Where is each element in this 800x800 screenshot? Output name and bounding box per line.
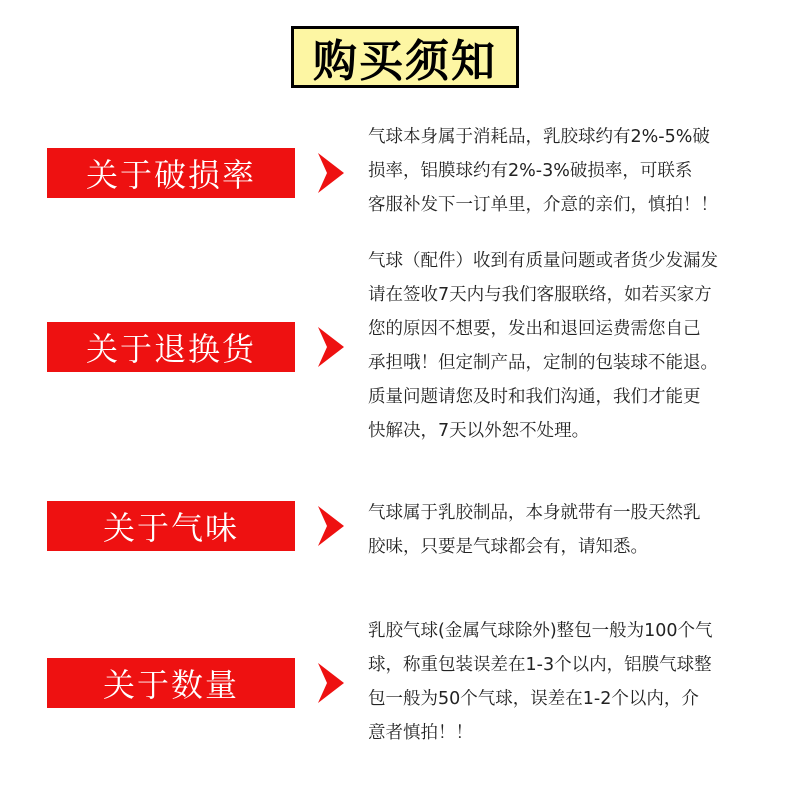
text-line: 乳胶气球(金属气球除外)整包一般为100个气: [368, 621, 713, 641]
section-label-breakage: 关于破损率: [47, 148, 295, 198]
section-text-smell: [368, 496, 768, 564]
text-line: 气球（配件）收到有质量问题或者货少发漏发: [368, 251, 718, 271]
text-line: 气球属于乳胶制品，本身就带有一股天然乳: [368, 503, 701, 523]
text-line: 损率，铝膜球约有2%-3%破损率，可联系: [368, 161, 693, 181]
section-label-returns: 关于退换货: [47, 322, 295, 372]
section-label-quantity: 关于数量: [47, 658, 295, 708]
section-label-smell: 关于气味: [47, 501, 295, 551]
text-line: 请在签收7天内与我们客服联络，如若买家方: [368, 285, 712, 305]
text-line: 气球本身属于消耗品，乳胶球约有2%-5%破: [368, 127, 710, 147]
text-line: 您的原因不想要，发出和退回运费需您自己: [368, 319, 701, 339]
text-line: 包一般为50个气球，误差在1-2个以内，介: [368, 689, 699, 709]
text-line: 快解决，7天以外恕不处理。: [368, 421, 590, 441]
section-text-breakage: [368, 120, 768, 222]
chevron-right-icon: [318, 663, 344, 703]
text-line: 质量问题请您及时和我们沟通，我们才能更: [368, 387, 701, 407]
section-text-quantity: [368, 614, 768, 750]
text-line: 球，称重包装误差在1-3个以内，铝膜气球整: [368, 655, 712, 675]
section-text-returns: [368, 244, 768, 448]
text-line: 意者慎拍！！: [368, 723, 473, 743]
chevron-right-icon: [318, 327, 344, 367]
text-line: 客服补发下一订单里，介意的亲们，慎拍！！: [368, 195, 718, 215]
chevron-right-icon: [318, 153, 344, 193]
text-line: 承担哦！但定制产品，定制的包装球不能退。: [368, 353, 718, 373]
chevron-right-icon: [318, 506, 344, 546]
page-title: 购买须知: [291, 26, 519, 88]
text-line: 胶味，只要是气球都会有，请知悉。: [368, 537, 648, 557]
